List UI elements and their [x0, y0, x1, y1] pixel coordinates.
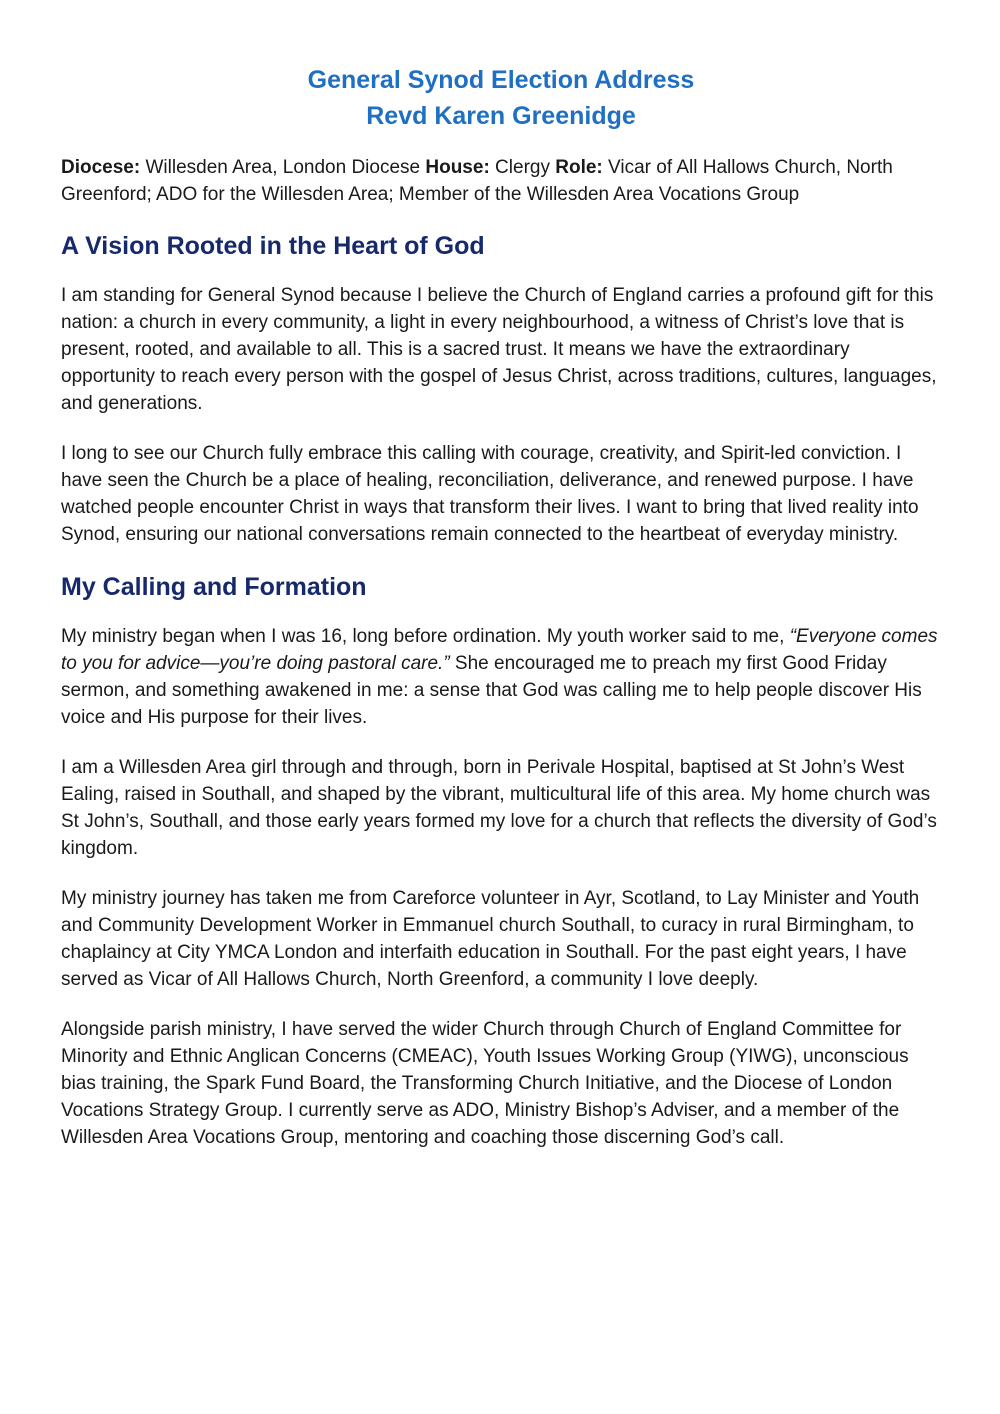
- paragraph-text: She encouraged me to preach my first Good Friday sermon, and something awakened in me: a sense that God was calling me to help people discover His voice and His purpose for their lives.: [61, 653, 922, 728]
- diocese-label: Diocese:: [61, 157, 141, 178]
- role-value: Vicar of All Hallows Church, North Greenford; ADO for the Willesden Area; Member of the Willesden Area Vocations Group: [61, 157, 893, 205]
- role-label: Role:: [555, 157, 603, 178]
- title-line-1: General Synod Election Address: [307, 66, 695, 94]
- paragraph: Alongside parish ministry, I have served the wider Church through Church of England Committee for Minority and Ethnic Anglican Concerns (CMEAC), Youth Issues Working Group (YIWG), unconscious bias training, the Spark Fund Board, the Transforming Church Initiative, and the Diocese of London Vocations Strategy Group. I currently serve as ADO, Ministry Bishop’s Adviser, and a member of the Willesden Area Vocations Group, mentoring and coaching those discerning God’s call.: [61, 1019, 909, 1148]
- diocese-value: Willesden Area, London Diocese: [140, 157, 426, 178]
- paragraph: I long to see our Church fully embrace this calling with courage, creativity, and Spirit-led conviction. I have seen the Church be a place of healing, reconciliation, deliverance, and renewed purpose. I have watched people encounter Christ in ways that transform their lives. I want to bring that lived reality into Synod, ensuring our national conversations remain connected to the heartbeat of everyday ministry.: [61, 443, 919, 545]
- section-heading-vision: A Vision Rooted in the Heart of God: [61, 232, 485, 260]
- youth-worker-quote: “Everyone comes to you for advice—you’re doing pastoral care.”: [61, 626, 938, 674]
- candidate-details: [61, 154, 941, 208]
- paragraph: I am a Willesden Area girl through and through, born in Perivale Hospital, baptised at St John’s West Ealing, raised in Southall, and shaped by the vibrant, multicultural life of this area. My home church was St John’s, Southall, and those early years formed my love for a church that reflects the diversity of God’s kingdom.: [61, 757, 937, 859]
- paragraph: I am standing for General Synod because I believe the Church of England carries a profound gift for this nation: a church in every community, a light in every neighbourhood, a witness of Christ’s love that is present, rooted, and available to all. This is a sacred trust. It means we have the extraordinary opportunity to reach every person with the gospel of Jesus Christ, across traditions, cultures, languages, and generations.: [61, 285, 937, 414]
- paragraph-text: My ministry began when I was 16, long before ordination. My youth worker said to me,: [61, 626, 790, 647]
- paragraph: My ministry journey has taken me from Careforce volunteer in Ayr, Scotland, to Lay Minister and Youth and Community Development Worker in Emmanuel church Southall, to curacy in rural Birmingham, to chaplaincy at City YMCA London and interfaith education in Southall. For the past eight years, I have served as Vicar of All Hallows Church, North Greenford, a community I love deeply.: [61, 888, 920, 990]
- paragraph: [61, 623, 941, 731]
- document-title: [61, 62, 941, 134]
- title-line-2: Revd Karen Greenidge: [366, 102, 636, 130]
- house-value: Clergy: [489, 157, 556, 178]
- document-page: [61, 62, 941, 1174]
- section-heading-calling: My Calling and Formation: [61, 573, 367, 601]
- house-label: House:: [425, 157, 490, 178]
